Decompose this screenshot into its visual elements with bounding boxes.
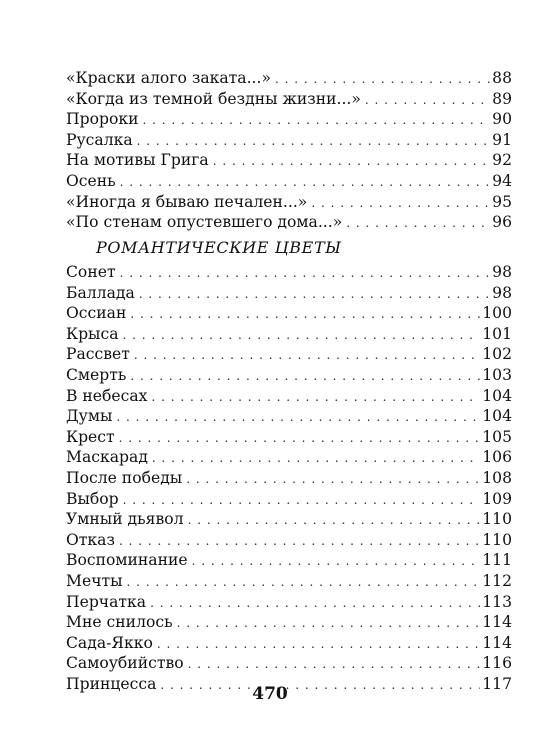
- toc-entry-page: 90: [492, 110, 512, 129]
- toc-entry-title: Мне снилось: [66, 613, 173, 632]
- toc-entry: [66, 571, 512, 592]
- toc-entry-title: Принцесса: [66, 674, 157, 693]
- toc-entry: [66, 344, 512, 365]
- toc-entry: [66, 530, 512, 551]
- toc-entry-page: 104: [482, 386, 512, 405]
- toc-entry-page: 104: [482, 407, 512, 426]
- toc-entry-page: 111: [482, 551, 512, 570]
- toc-entry-title: Воспоминание: [66, 551, 188, 570]
- toc-entry: [66, 427, 512, 448]
- dot-leader: [151, 387, 480, 408]
- toc-entry: [66, 324, 512, 345]
- toc-entry-title: Умный дьявол: [66, 510, 184, 529]
- toc-entry-title: Русалка: [66, 130, 133, 149]
- dot-leader: [186, 469, 480, 490]
- dot-leader: [275, 69, 490, 90]
- toc-entry: [66, 509, 512, 530]
- dot-leader: [127, 572, 481, 593]
- dot-leader: [123, 490, 481, 511]
- toc-entry-page: 116: [482, 654, 512, 673]
- toc-entry-page: 101: [482, 324, 512, 343]
- dot-leader: [177, 613, 481, 634]
- toc-entry: [66, 592, 512, 613]
- toc-entry-title: После победы: [66, 468, 183, 487]
- toc-entry-title: Сада-Якко: [66, 633, 153, 652]
- toc-entry-page: 96: [492, 213, 512, 232]
- toc-entry-title: Пророки: [66, 110, 139, 129]
- dot-leader: [116, 407, 480, 428]
- toc-entry: [66, 489, 512, 510]
- toc-entry: [66, 653, 512, 674]
- toc-entry-title: «Когда из темной бездны жизни...»: [66, 89, 361, 108]
- toc-entry-page: 89: [492, 89, 512, 108]
- dot-leader: [119, 428, 481, 449]
- toc-entry: [66, 89, 512, 110]
- dot-leader: [120, 263, 491, 284]
- toc-entry-title: «По стенам опустевшего дома...»: [66, 213, 343, 232]
- toc-entry: [66, 633, 512, 654]
- toc-entry-title: Мечты: [66, 571, 123, 590]
- toc-entry-title: Оссиан: [66, 304, 127, 323]
- dot-leader: [150, 593, 480, 614]
- dot-leader: [192, 551, 481, 572]
- toc-entry-title: В небесах: [66, 386, 148, 405]
- dot-leader: [213, 151, 490, 172]
- dot-leader: [152, 448, 480, 469]
- toc-entry-page: 95: [492, 192, 512, 211]
- toc-entry-title: Перчатка: [66, 592, 147, 611]
- toc-entry-title: На мотивы Грига: [66, 151, 209, 170]
- toc-list-romantic-flowers: [66, 262, 512, 694]
- dot-leader: [188, 510, 481, 531]
- toc-entry-page: 98: [492, 283, 512, 302]
- toc-entry: [66, 68, 512, 89]
- toc-entry-page: 91: [492, 130, 512, 149]
- toc-entry: [66, 262, 512, 283]
- dot-leader: [119, 531, 480, 552]
- toc-entry: [66, 447, 512, 468]
- toc-entry: [66, 303, 512, 324]
- toc-entry: [66, 550, 512, 571]
- toc-entry-page: 114: [482, 613, 512, 632]
- toc-entry-page: 102: [482, 345, 512, 364]
- toc-entry-title: Рассвет: [66, 345, 130, 364]
- toc-entry-page: 108: [482, 468, 512, 487]
- toc-entry-title: Выбор: [66, 489, 119, 508]
- toc-entry: [66, 171, 512, 192]
- toc-entry-title: Осень: [66, 171, 116, 190]
- toc-entry-title: Маскарад: [66, 448, 148, 467]
- dot-leader: [130, 304, 480, 325]
- toc-entry-page: 113: [482, 592, 512, 611]
- toc-entry-page: 110: [482, 510, 512, 529]
- toc-entry: [66, 612, 512, 633]
- toc-entry: [66, 150, 512, 171]
- dot-leader: [188, 654, 481, 675]
- toc-entry-title: Крыса: [66, 324, 119, 343]
- toc-entry: [66, 406, 512, 427]
- toc-entry-page: 103: [482, 365, 512, 384]
- toc-entry-page: 98: [492, 263, 512, 281]
- toc-entry-title: Смерть: [66, 365, 127, 384]
- toc-entry-page: 92: [492, 151, 512, 170]
- dot-leader: [139, 284, 490, 305]
- toc-entry-page: 88: [492, 69, 512, 87]
- toc-entry-page: 100: [482, 304, 512, 323]
- toc-entry-page: 94: [492, 171, 512, 190]
- toc-entry-title: Отказ: [66, 530, 115, 549]
- dot-leader: [311, 193, 490, 214]
- dot-leader: [130, 366, 480, 387]
- toc-entry-title: Самоубийство: [66, 654, 184, 673]
- dot-leader: [137, 131, 491, 152]
- toc-entry-title: «Краски алого заката...»: [66, 69, 272, 87]
- toc-entry-page: 106: [482, 448, 512, 467]
- toc-entry-title: Крест: [66, 427, 115, 446]
- toc-entry-title: Сонет: [66, 263, 116, 281]
- dot-leader: [134, 345, 480, 366]
- toc-entry-page: 109: [482, 489, 512, 508]
- dot-leader: [120, 172, 491, 193]
- toc-entry-page: 105: [482, 427, 512, 446]
- toc-entry: [66, 468, 512, 489]
- toc-entry: [66, 365, 512, 386]
- dot-leader: [142, 110, 490, 131]
- dot-leader: [123, 325, 481, 346]
- toc-list-top: [66, 68, 512, 233]
- dot-leader: [365, 90, 490, 111]
- toc-entry-title: Баллада: [66, 283, 135, 302]
- toc-entry: [66, 130, 512, 151]
- toc-entry-page: 110: [482, 530, 512, 549]
- toc-entry: [66, 283, 512, 304]
- toc-entry: [66, 109, 512, 130]
- toc-entry-title: Думы: [66, 407, 113, 426]
- dot-leader: [346, 213, 490, 234]
- dot-leader: [157, 634, 480, 655]
- toc-entry-page: 112: [482, 571, 512, 590]
- toc-entry: [66, 212, 512, 233]
- toc-entry-title: «Иногда я бываю печален...»: [66, 192, 308, 211]
- page-number: 470: [252, 684, 288, 704]
- toc-entry-page: 117: [482, 674, 512, 693]
- toc-entry: [66, 192, 512, 213]
- toc-entry: [66, 386, 512, 407]
- toc-entry-page: 114: [482, 633, 512, 652]
- section-heading: РОМАНТИЧЕСКИЕ ЦВЕТЫ: [96, 238, 342, 257]
